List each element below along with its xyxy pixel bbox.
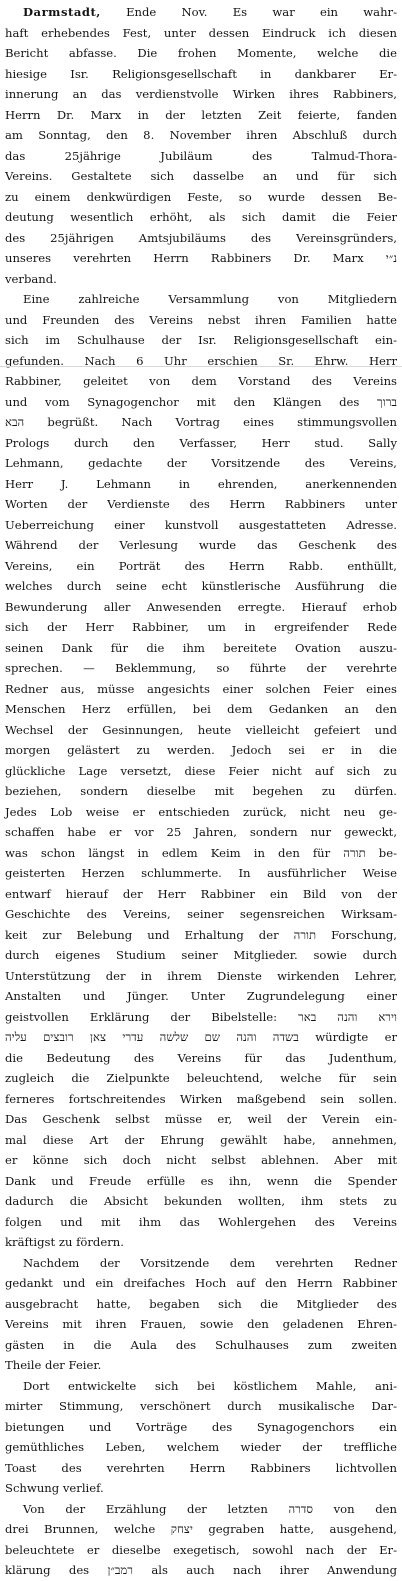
text-line: hiesige Isr. Religionsgesellschaft in dankbarer Er-	[5, 66, 397, 81]
text-line: gefunden. Nach 6 Uhr erschien Sr. Ehrw. Herr	[5, 353, 397, 368]
text-line: sich der Herr Rabbiner, um in ergreifender Rede	[5, 620, 397, 634]
text-line: deutung wesentlich erhöht, als sich damit die Feier	[5, 210, 397, 224]
text-line: schaffen habe er vor 25 Jahren, sondern nur geweckt,	[5, 825, 397, 839]
text-line: des 25jährigen Amtsjubiläums des Vereinsgründers,	[5, 230, 397, 245]
text-line: Vereins. Gestaltete sich dasselbe an und für sich	[5, 169, 397, 183]
text-line: Menschen Herz erfüllen, bei dem Gedanken an den	[5, 702, 397, 716]
text-line: Bericht abfasse. Die frohen Momente, welche die	[5, 46, 397, 60]
text-line: am Sonntag, den 8. November ihren Abschluß durch	[5, 128, 397, 142]
text-line: mirter Stimmung, verschönert durch musikalische Dar-	[5, 1399, 397, 1413]
text-line: durch eigenes Studium seiner Mitglieder. sowie durch	[5, 948, 397, 962]
text-line: zu einem denkwürdigen Feste, so wurde dessen Be-	[5, 189, 397, 204]
text-line: seinen Dank für die ihm bereitete Ovation auszu-	[5, 640, 397, 655]
text-line: Theile der Feier.	[5, 1358, 102, 1372]
text-line: Geschichte des Vereins, seiner segensreichen Wirksam-	[5, 907, 397, 921]
text-line: keit zur Belebung und Erhaltung der תורה Forschung,	[5, 927, 397, 942]
paragraph-1	[5, 2, 397, 289]
text-line: gedankt und ein dreifaches Hoch auf den Herrn Rabbiner	[5, 1276, 397, 1290]
text-line: Anstalten und Jünger. Unter Zugrundelegung einer	[5, 989, 397, 1003]
text-line: Dank und Freude erfülle es ihn, wenn die Spender	[5, 1173, 397, 1188]
text-line: morgen gelästert zu werden. Jedoch sei er in die	[5, 743, 397, 757]
text-line: was schon längst in edlem Keim in den für תורה be-	[5, 845, 397, 860]
paragraph-3	[5, 1253, 397, 1376]
text-line: beziehen, sondern dieselbe mit begehen zu dürfen.	[5, 784, 397, 798]
text-line: Dort entwickelte sich bei köstlichem Mahle, ani-	[23, 1378, 397, 1393]
text-line: Das Geschenk selbst müsse er, weil der Verein ein-	[5, 1112, 397, 1126]
text-line: Herrn Dr. Marx in der letzten Zeit feierte, fanden	[5, 107, 397, 122]
text-line: Redner aus, müsse angesichts einer solchen Feier eines	[5, 681, 397, 696]
text-line: sich im Schulhause der Isr. Religionsgesellschaft ein-	[5, 333, 397, 347]
text-line: Bewunderung aller Anwesenden erregte. Hierauf erhob	[5, 599, 397, 614]
text-line: Schwung verlief.	[5, 1481, 104, 1495]
text-line: haft erhebendes Fest, unter dessen Eindruck ich diesen	[5, 25, 397, 40]
text-line: drei Brunnen, welche יצחק gegraben hatte, ausgehend,	[5, 1522, 397, 1536]
text-line: Lehmann, gedachte der Vorsitzende des Vereins,	[5, 456, 397, 470]
text-line: Nachdem der Vorsitzende dem verehrten Redner	[23, 1255, 397, 1270]
article-column	[5, 2, 398, 1577]
text-line: Toast des verehrten Herrn Rabbiners lichtvollen	[5, 1460, 397, 1475]
paragraph-4	[5, 1376, 397, 1499]
text-line: folgen und mit ihm das Wohlergehen des Vereins	[5, 1214, 397, 1229]
text-line: Unterstützung der in ihrem Dienste wirkenden Lehrer,	[5, 968, 397, 983]
text-line: Worten der Verdienste des Herrn Rabbiners unter	[5, 497, 397, 511]
text-line: Ueberreichung einer kunstvoll ausgestatteten Adresse.	[5, 517, 397, 532]
text-line: gemüthliches Leben, welchem wieder der treffliche	[5, 1440, 397, 1454]
text-line: das 25jährige Jubiläum des Talmud-Thora-	[5, 148, 397, 163]
text-line: Während der Verlesung wurde das Geschenk des	[5, 538, 397, 552]
scan-seam	[0, 366, 402, 367]
text-line: verband.	[5, 271, 57, 286]
text-line: Von der Erzählung der letzten סדרה von den	[23, 1501, 397, 1516]
text-line: Jedes Lob weise er entschieden zurück, nicht neu ge-	[5, 804, 397, 819]
text-line: beleuchtete er dieselbe exegetisch, sowohl nach der Er-	[5, 1542, 397, 1557]
text-line: mal diese Art der Ehrung gewählt habe, annehmen,	[5, 1132, 397, 1147]
text-line: welches durch seine echt künstlerische Ausführung die	[5, 579, 397, 593]
text-line: zugleich die Zielpunkte beleuchtend, welche für sein	[5, 1071, 397, 1085]
text-line: bietungen und Vorträge des Synagogenchors ein	[5, 1419, 397, 1434]
text-line: ferneres fortschreitendes Wirken maßgebend sein sollen.	[5, 1091, 397, 1106]
text-line: Vereins, ein Porträt des Herrn Rabb. enthüllt,	[5, 558, 397, 573]
text-line: Wechsel der Gesinnungen, heute vielleicht gefeiert und	[5, 722, 397, 737]
text-line: geisterten Herzen schlummerte. In ausführlicher Weise	[5, 866, 397, 880]
text-line: gästen in die Aula des Schulhauses zum zweiten	[5, 1337, 397, 1352]
text-line: Vereins mit ihren Frauen, sowie den geladenen Ehren-	[5, 1317, 397, 1331]
text-line: entwarf hierauf der Herr Rabbiner ein Bild von der	[5, 886, 397, 901]
text-line: er könne sich doch nicht selbst ablehnen. Aber mit	[5, 1153, 397, 1167]
paragraph-5	[5, 1499, 397, 1581]
text-line: unseres verehrten Herrn Rabbiners Dr. Marx נ״י	[5, 251, 397, 265]
text-line: und Freunden des Vereins nebst ihren Familien hatte	[5, 312, 397, 327]
text-line: Rabbiner, geleitet von dem Vorstand des Vereins	[5, 374, 397, 388]
text-line: בשדה והנה שם שלשה עדרי צאן רובצים עליה würdigte er	[5, 1030, 398, 1044]
text-line: die Bedeutung des Vereins für das Judenthum,	[5, 1050, 397, 1065]
paragraph-2	[5, 289, 397, 1253]
text-line: klärung des רמב״ן als auch nach ihrer Anwendung	[5, 1563, 397, 1577]
text-line: glückliche Lage versetzt, diese Feier nicht auf sich zu	[5, 763, 397, 778]
text-line: dadurch die Absicht bekunden wollten, ihm stets zu	[5, 1194, 397, 1208]
text-line: kräftigst zu fördern.	[5, 1235, 124, 1249]
text-line: geistvollen Erklärung der Bibelstelle: וירא והנה באר	[5, 1009, 398, 1024]
text-line: ausgebracht hatte, begaben sich die Mitglieder des	[5, 1296, 397, 1311]
text-line: Eine zahlreiche Versammlung von Mitgliedern	[23, 292, 397, 306]
text-line: הבא begrüßt. Nach Vortrag eines stimmungsvollen	[5, 415, 397, 429]
dateline-rest: Ende Nov. Es war ein wahr-	[100, 5, 397, 19]
text-line: Herr J. Lehmann in ehrenden, anerkennenden	[5, 476, 397, 491]
text-line: sprechen. — Beklemmung, so führte der verehrte	[5, 661, 397, 675]
text-line: Prologs durch den Verfasser, Herr stud. Sally	[5, 435, 397, 450]
text-line: innerung an das verdienstvolle Wirken ihres Rabbiners,	[5, 87, 397, 101]
text-line: und vom Synagogenchor mit den Klängen des ברוך	[5, 394, 397, 409]
dateline-place: Darmstadt,	[23, 5, 101, 19]
text-line	[5, 2, 397, 23]
